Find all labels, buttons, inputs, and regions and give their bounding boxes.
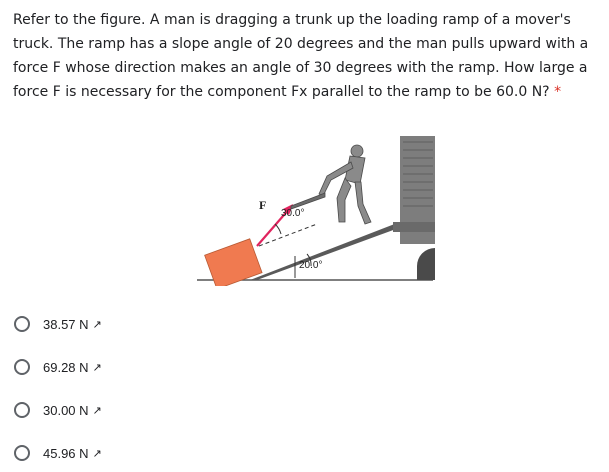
option-2[interactable] — [14, 349, 102, 385]
option-label: 30.00 N — [43, 402, 89, 418]
arrow-up-right-icon: ↗ — [92, 317, 102, 331]
arrow-up-right-icon: ↗ — [92, 360, 102, 374]
option-label: 45.96 N — [43, 445, 89, 461]
radio-button[interactable] — [14, 445, 30, 461]
arrow-up-right-icon: ↗ — [92, 403, 102, 417]
force-angle-arc — [275, 224, 281, 234]
radio-button[interactable] — [14, 402, 30, 418]
option-1[interactable] — [14, 306, 102, 342]
option-label: 69.28 N — [43, 359, 89, 375]
option-3[interactable] — [14, 392, 102, 428]
radio-button[interactable] — [14, 359, 30, 375]
required-asterisk: * — [554, 84, 562, 100]
answer-options — [14, 306, 102, 471]
arrow-up-right-icon: ↗ — [92, 446, 102, 460]
radio-button[interactable] — [14, 316, 30, 332]
question-text — [13, 8, 603, 104]
ramp-angle-label: 20.0° — [299, 260, 323, 271]
force-label: F — [259, 198, 267, 212]
truck-bumper — [393, 222, 435, 232]
ramp-diagram — [195, 136, 435, 286]
question-body: Refer to the figure. A man is dragging a trunk up the loading ramp of a mover's truck. The ramp has a slope angle of 20 degrees and the man pulls upward with a force F whose direction makes an angle of 30 degrees with the ramp. How large a force F is necessary for the component Fx parallel to the ramp to be 60.0 N? — [13, 12, 589, 100]
ramp-figure — [195, 136, 435, 286]
ramp — [250, 220, 407, 280]
option-4[interactable] — [14, 435, 102, 471]
truck-wheel — [417, 248, 435, 280]
option-label: 38.57 N — [43, 316, 89, 332]
force-angle-label: 30.0° — [281, 208, 305, 219]
